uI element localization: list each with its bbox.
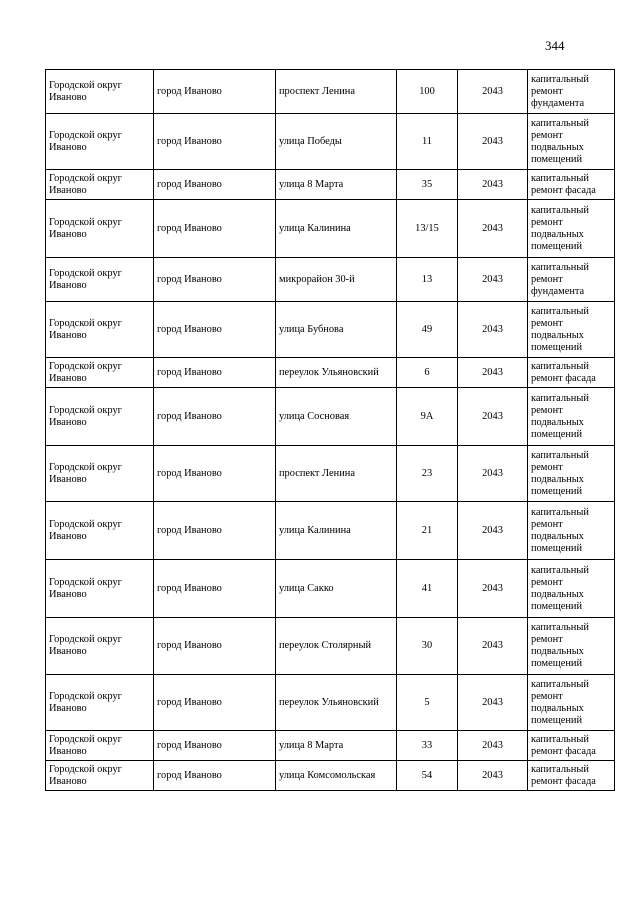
cell-year: 2043 [458,446,528,502]
cell-house-number: 21 [397,502,458,560]
cell-settlement: город Иваново [154,358,276,388]
cell-municipality: Городской округ Иваново [46,560,154,618]
cell-settlement: город Иваново [154,170,276,200]
cell-settlement: город Иваново [154,200,276,258]
cell-municipality: Городской округ Иваново [46,502,154,560]
cell-house-number: 41 [397,560,458,618]
cell-street: переулок Ульяновский [276,358,397,388]
cell-house-number: 6 [397,358,458,388]
table-row [46,114,615,170]
cell-work-type: капитальный ремонт фасада [528,170,615,200]
cell-settlement: город Иваново [154,446,276,502]
cell-street: улица Победы [276,114,397,170]
cell-year: 2043 [458,618,528,675]
table-row [46,170,615,200]
cell-house-number: 13 [397,258,458,302]
cell-municipality: Городской округ Иваново [46,114,154,170]
cell-municipality: Городской округ Иваново [46,170,154,200]
cell-work-type: капитальный ремонт подвальных помещений [528,446,615,502]
cell-year: 2043 [458,170,528,200]
cell-year: 2043 [458,70,528,114]
cell-house-number: 54 [397,761,458,791]
cell-settlement: город Иваново [154,258,276,302]
cell-street: улица 8 Марта [276,170,397,200]
cell-year: 2043 [458,560,528,618]
cell-street: улица 8 Марта [276,731,397,761]
cell-year: 2043 [458,358,528,388]
cell-settlement: город Иваново [154,560,276,618]
table-row [46,258,615,302]
cell-work-type: капитальный ремонт подвальных помещений [528,200,615,258]
table-row [46,761,615,791]
table-row [46,502,615,560]
cell-year: 2043 [458,258,528,302]
page-number: 344 [545,38,565,53]
cell-municipality: Городской округ Иваново [46,675,154,731]
cell-house-number: 13/15 [397,200,458,258]
cell-work-type: капитальный ремонт подвальных помещений [528,560,615,618]
cell-house-number: 23 [397,446,458,502]
table-row [46,618,615,675]
cell-house-number: 11 [397,114,458,170]
cell-municipality: Городской округ Иваново [46,358,154,388]
table-row [46,675,615,731]
cell-municipality: Городской округ Иваново [46,200,154,258]
cell-year: 2043 [458,502,528,560]
cell-year: 2043 [458,302,528,358]
cell-municipality: Городской округ Иваново [46,618,154,675]
cell-street: улица Комсомольская [276,761,397,791]
table-row [46,731,615,761]
table-row [46,358,615,388]
cell-street: улица Сосновая [276,388,397,446]
cell-house-number: 33 [397,731,458,761]
cell-street: переулок Ульяновский [276,675,397,731]
cell-work-type: капитальный ремонт фундамента [528,70,615,114]
cell-municipality: Городской округ Иваново [46,761,154,791]
cell-settlement: город Иваново [154,70,276,114]
table-row [46,388,615,446]
cell-work-type: капитальный ремонт фундамента [528,258,615,302]
cell-work-type: капитальный ремонт подвальных помещений [528,388,615,446]
cell-settlement: город Иваново [154,502,276,560]
cell-year: 2043 [458,731,528,761]
cell-settlement: город Иваново [154,302,276,358]
cell-street: микрорайон 30-й [276,258,397,302]
cell-house-number: 5 [397,675,458,731]
cell-work-type: капитальный ремонт фасада [528,358,615,388]
cell-work-type: капитальный ремонт фасада [528,731,615,761]
cell-street: улица Сакко [276,560,397,618]
cell-municipality: Городской округ Иваново [46,258,154,302]
cell-house-number: 49 [397,302,458,358]
cell-settlement: город Иваново [154,761,276,791]
table-row [46,70,615,114]
cell-street: переулок Столярный [276,618,397,675]
cell-street: проспект Ленина [276,70,397,114]
cell-house-number: 100 [397,70,458,114]
cell-street: проспект Ленина [276,446,397,502]
cell-street: улица Калинина [276,200,397,258]
cell-street: улица Калинина [276,502,397,560]
cell-street: улица Бубнова [276,302,397,358]
cell-house-number: 35 [397,170,458,200]
cell-settlement: город Иваново [154,388,276,446]
cell-work-type: капитальный ремонт фасада [528,761,615,791]
cell-municipality: Городской округ Иваново [46,388,154,446]
cell-municipality: Городской округ Иваново [46,446,154,502]
cell-settlement: город Иваново [154,675,276,731]
cell-year: 2043 [458,200,528,258]
cell-settlement: город Иваново [154,731,276,761]
table-row [46,446,615,502]
cell-work-type: капитальный ремонт подвальных помещений [528,114,615,170]
cell-work-type: капитальный ремонт подвальных помещений [528,502,615,560]
cell-settlement: город Иваново [154,618,276,675]
cell-year: 2043 [458,761,528,791]
cell-municipality: Городской округ Иваново [46,70,154,114]
cell-year: 2043 [458,114,528,170]
table-row [46,560,615,618]
cell-municipality: Городской округ Иваново [46,731,154,761]
cell-settlement: город Иваново [154,114,276,170]
repair-schedule-table [45,69,615,791]
cell-municipality: Городской округ Иваново [46,302,154,358]
cell-house-number: 30 [397,618,458,675]
cell-work-type: капитальный ремонт подвальных помещений [528,618,615,675]
table-row [46,200,615,258]
cell-work-type: капитальный ремонт подвальных помещений [528,302,615,358]
cell-work-type: капитальный ремонт подвальных помещений [528,675,615,731]
cell-house-number: 9А [397,388,458,446]
table-row [46,302,615,358]
cell-year: 2043 [458,388,528,446]
cell-year: 2043 [458,675,528,731]
